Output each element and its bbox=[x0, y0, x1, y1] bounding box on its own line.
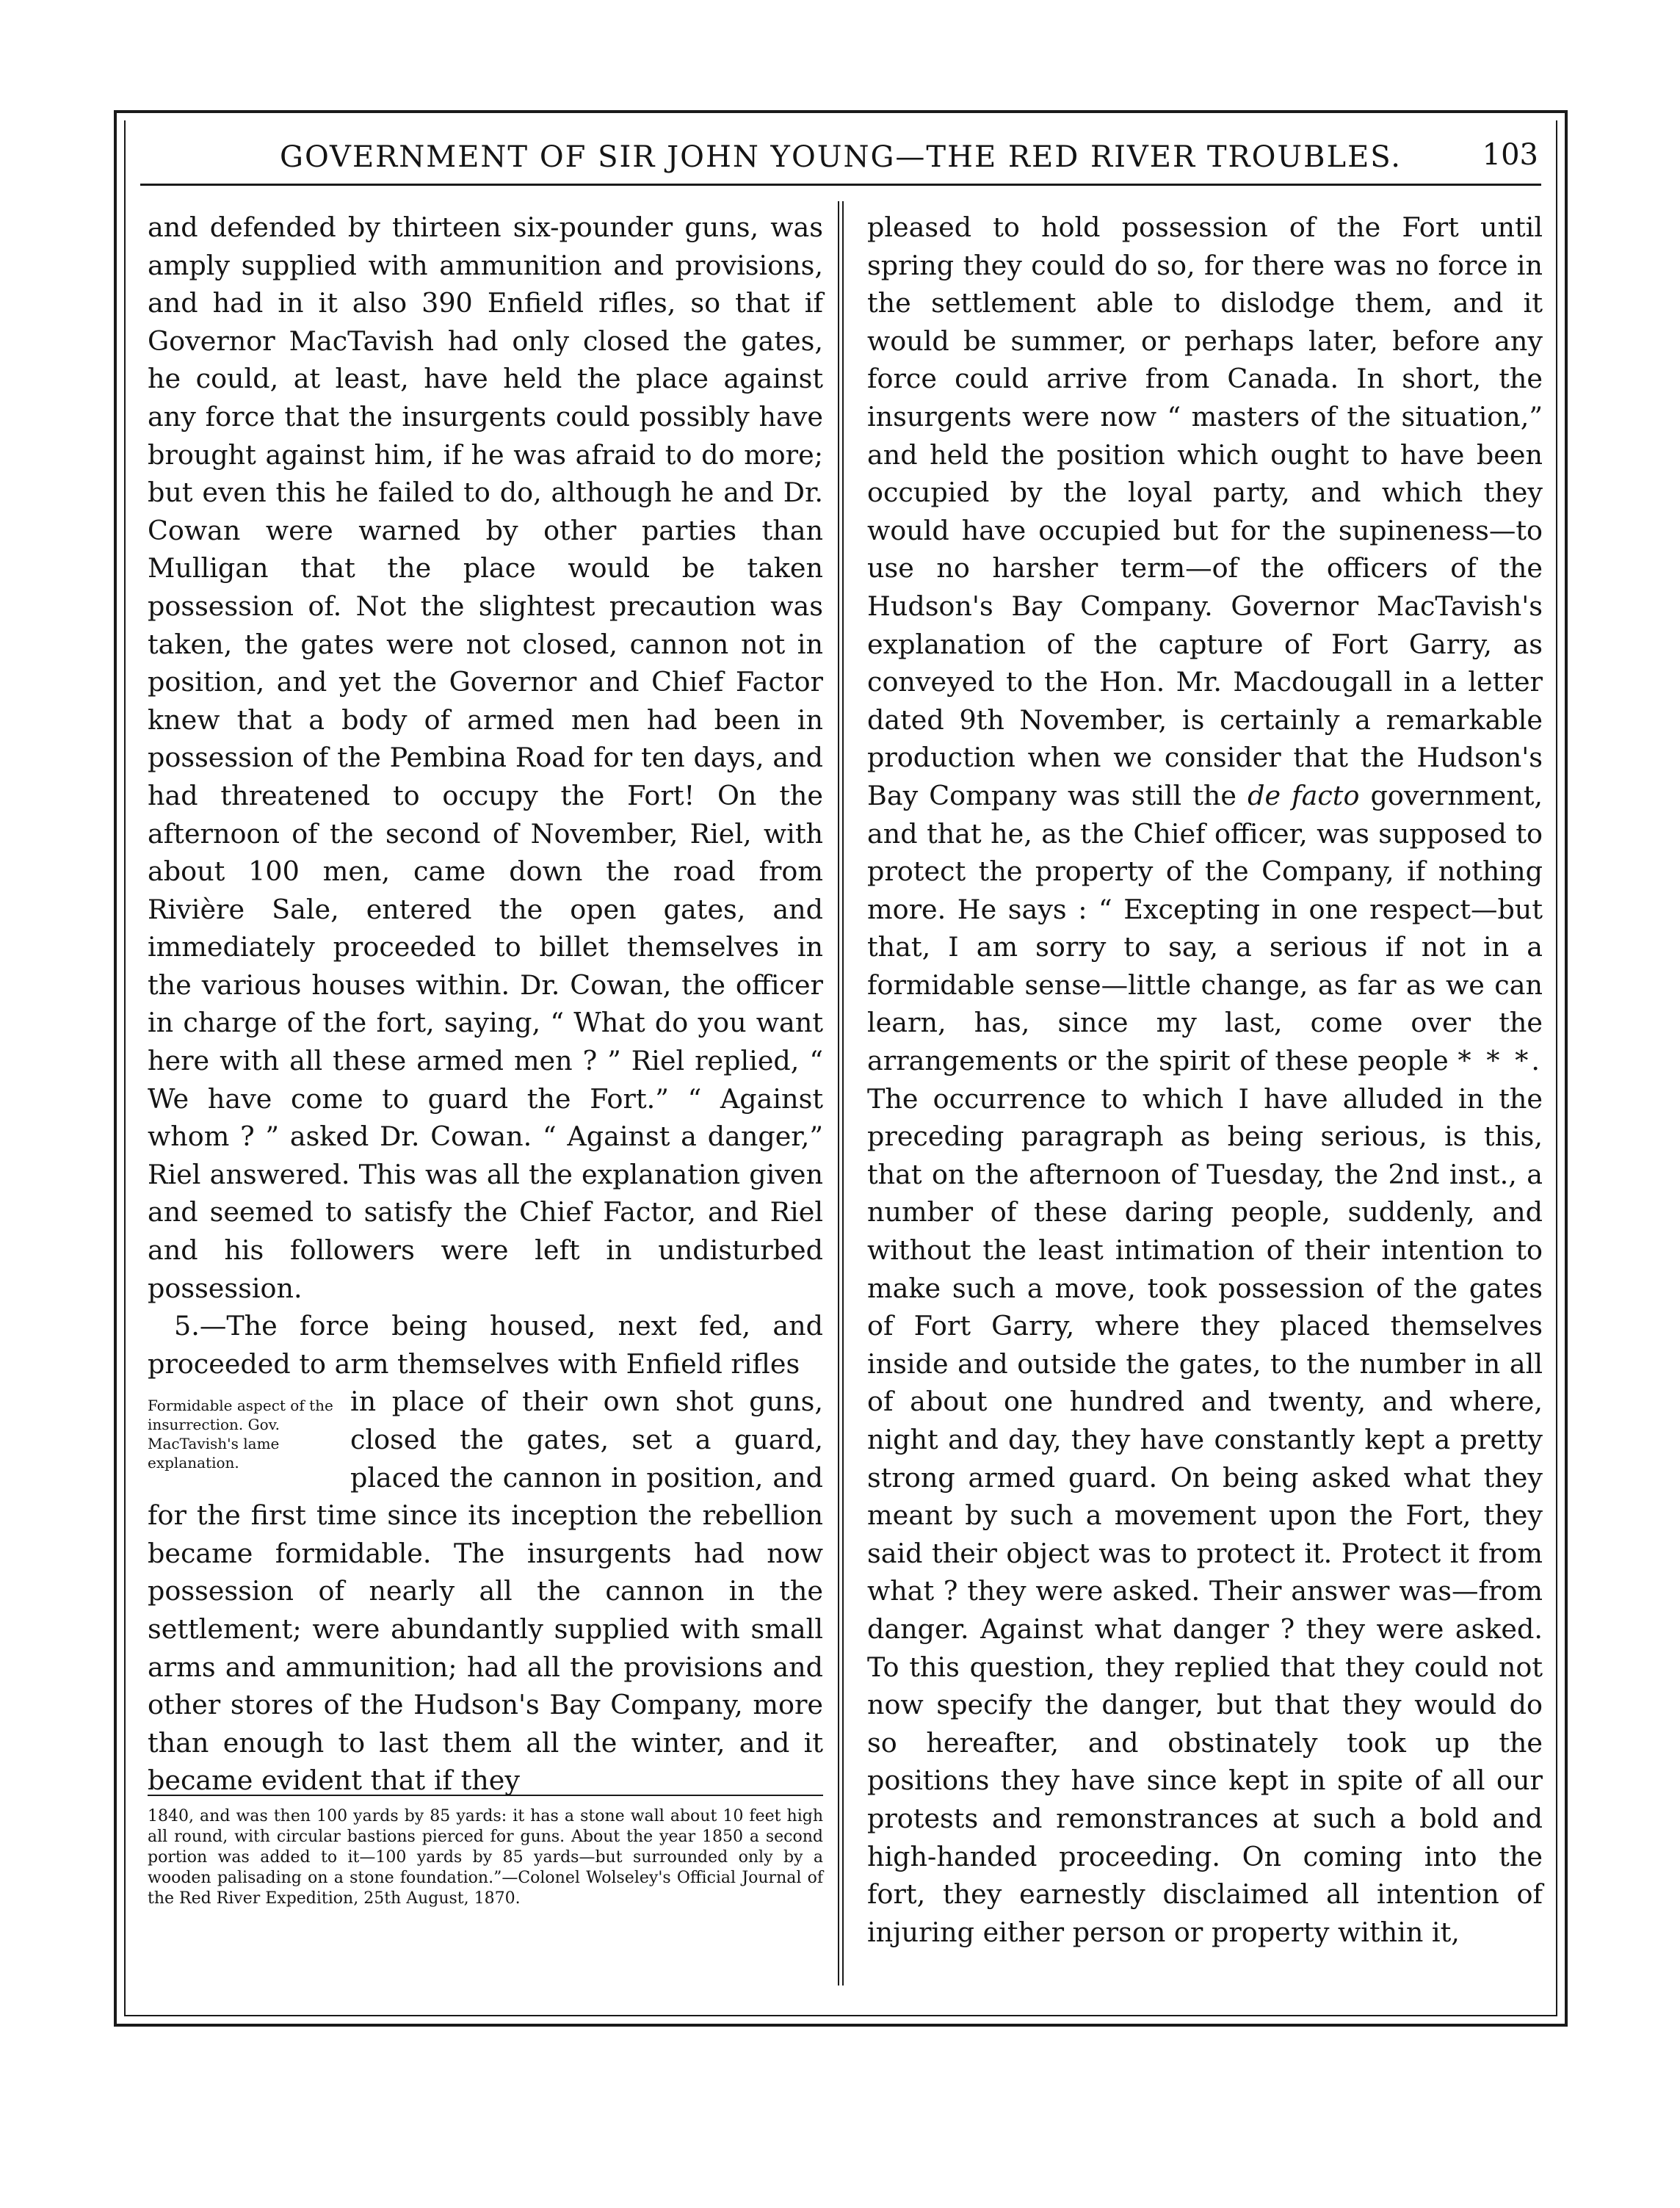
right-text-part-1: pleased to hold possession of the Fort until spring they could do so, for there was no force in the settlement able to dislodge them, and it would be summer, or perhaps later, before any force could arrive from Canada. In short, the insurgents were now “ masters of the situation,” and held the position which ought to have been occupied by the loyal party, and which they would have occupied but for the supineness—to use no harsher term—of the officers of the Hudson's Bay Company. Governor MacTavish's explanation of the capture of Fort Garry, as conveyed to the Hon. Mr. Macdougall in a letter dated 9th November, is certainly a remarkable production when we consider that the Hudson's Bay Company was still the bbox=[867, 211, 1543, 811]
column-divider bbox=[838, 201, 839, 1986]
column-divider-second bbox=[842, 201, 844, 1986]
italic-phrase: de facto bbox=[1248, 779, 1360, 811]
page-number: 103 bbox=[1482, 138, 1538, 172]
margin-note: Formidable aspect of the insurrection. Gov. MacTavish's lame explanation. bbox=[148, 1397, 333, 1472]
ellipsis-stars: * * *. bbox=[1458, 1045, 1543, 1077]
left-paragraph-2-lead: 5.—The force being housed, next fed, and proceeded to arm themselves with Enfield rifles bbox=[148, 1310, 823, 1380]
right-paragraph bbox=[867, 209, 1543, 1951]
right-column bbox=[867, 209, 1543, 1951]
left-column bbox=[148, 209, 823, 1800]
left-paragraph-1: and defended by thirteen six-pounder guns, was amply supplied with ammunition and provisions, and had in it also 390 Enfield rifles, so that if Governor MacTavish had only closed the gates, he could, at least, have held the place against any force that the insurgents could possibly have brought against him, if he was afraid to do more; but even this he failed to do, although he and Dr. Cowan were warned by other parties than Mulligan that the place would be taken possession of. Not the slightest precaution was taken, the gates were not closed, cannon not in position, and yet the Governor and Chief Factor knew that a body of armed men had been in possession of the Pembina Road for ten days, and had threatened to occupy the Fort! On the afternoon of the second of November, Riel, with about 100 men, came down the road from Rivière Sale, entered the open gates, and immediately proceeded to billet themselves in the various houses within. Dr. Cowan, the officer in charge of the fort, saying, “ What do you want here with all these armed men ? ” Riel replied, “ We have come to guard the Fort.” “ Against whom ? ” asked Dr. Cowan. “ Against a danger,” Riel answered. This was all the explanation given and seemed to satisfy the Chief Factor, and Riel and his followers were left in undisturbed possession. bbox=[148, 211, 823, 1304]
footnote: 1840, and was then 100 yards by 85 yards: it has a stone wall about 10 feet high all round, with circular bastions pierced for guns. About the year 1850 a second portion was added to it—100 yards by 85 yards—but surrounded only by a wooden palisading on a stone foundation.”—Colonel Wolseley's Official Journal of the Red River Expedition, 25th August, 1870. bbox=[148, 1807, 823, 1908]
page-inner-frame bbox=[124, 120, 1557, 2016]
header-title: GOVERNMENT OF SIR JOHN YOUNG—THE RED RIVER TROUBLES. bbox=[280, 140, 1402, 174]
page-frame bbox=[114, 110, 1568, 2027]
footnote-rule bbox=[148, 1795, 823, 1796]
running-header bbox=[140, 131, 1541, 186]
right-text-part-2: government, and that he, as the Chief officer, was supposed to protect the property of the Company, if nothing more. He says : “ Excepting in one respect—but that, I am sorry to say, a serious if not in a formidable sense—little change, as far as we can learn, has, since my last, come over the arrangements or the spirit of these people bbox=[867, 779, 1543, 1077]
right-text-part-3: The occurrence to which I have alluded in the preceding paragraph as being serious, is this, that on the afternoon of Tuesday, the 2nd inst., a number of these daring people, suddenly, and without the least intimation of their intention to make such a move, took possession of the gates of Fort Garry, where they placed themselves inside and outside the gates, to the number in all of about one hundred and twenty, and where, night and day, they have constantly kept a pretty strong armed guard. On being asked what they meant by such a movement upon the Fort, they said their object was to protect it. Protect it from what ? they were asked. Their answer was—from danger. Against what danger ? they were asked. To this question, they replied that they could not now specify the danger, but that they would do so hereafter, and obstinately took up the positions they have since kept in spite of all our protests and remonstrances at such a bold and high-handed proceeding. On coming into the fort, they earnestly disclaimed all intention of injuring either person or property within it, bbox=[867, 1082, 1543, 1948]
left-paragraph-2-rest: in place of their own shot guns, closed the gates, set a guard, placed the cannon in position, and for the first time since its inception the rebellion became formidable. The insurgents had now possession of nearly all the cannon in the settlement; were abundantly supplied with small arms and ammunition; had all the provisions and other stores of the Hudson's Bay Company, more than enough to last them all the winter, and it became evident that if they bbox=[148, 1386, 823, 1797]
